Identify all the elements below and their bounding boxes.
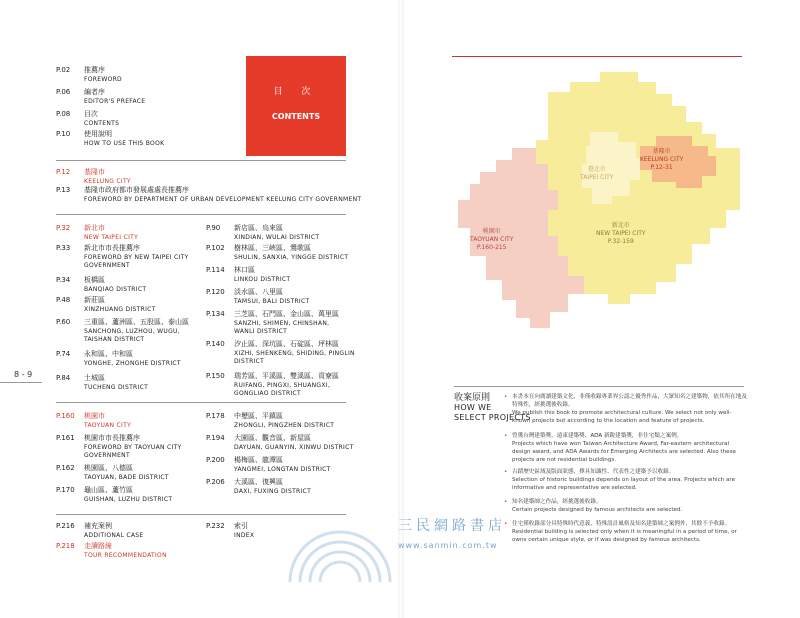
selection-bullet-zh: • 本書本在向廣讀建築文化，非僅收錄專業界公認之優秀作品，大眾知名之建築物，依其所在地及特殊性，經挑選後收錄。 [512,394,747,408]
toc-title-en: TAMSUI, BALI DISTRICT [234,298,310,305]
toc-title-en: NEW TAIPEI CITY [84,234,139,241]
toc-title-en: INDEX [234,532,255,539]
toc-title-en: RUIFANG, PINGXI, SHUANGXI, [234,382,331,389]
toc-page-number: P.170 [56,486,75,494]
toc-title-en-cont: GOVERNMENT [84,262,130,269]
toc-title-en-cont: WANLI DISTRICT [234,328,288,335]
contents-title-zh: 目 次 [273,87,319,97]
toc-title-en: DAXI, FUXING DISTRICT [234,488,312,495]
toc-page-number: P.60 [56,318,71,326]
toc-title-zh: 瑞芳區、平溪區、雙溪區、貢寮區 [234,372,339,380]
toc-title-zh: 使用說明 [84,130,112,138]
toc-title-en: SHULIN, SANXIA, YINGGE DISTRICT [234,254,349,261]
toc-title-en: EDITOR'S PREFACE [84,98,146,105]
toc-title-en: DAYUAN, GUANYIN, XINWU DISTRICT [234,444,354,451]
toc-title-zh: 基隆市政府都市發展處處長推薦序 [84,186,189,194]
selection-bullet-zh: • 古蹟歷史區域及版面狀態，擇具知識性、代表性之建築予以收錄。 [512,469,675,475]
map-label-taoyuan-pages: P.160-215 [476,244,507,251]
toc-title-en: LINKOU DISTRICT [234,276,291,283]
map-label-keelung-pages: P.12-31 [650,164,673,171]
selection-bullet [512,468,748,492]
toc-page-number: P.102 [206,244,225,252]
selection-bullet [512,432,748,464]
toc-title-en: BANQIAO DISTRICT [84,286,147,293]
selection-bullet-zh: • 曾獲台灣建築獎、遠東建築獎、ADA 新銳建築獎，非住宅類之案例。 [512,433,683,439]
toc-title-zh: 桃園市市長推薦序 [84,434,140,442]
toc-title-en: XIZHI, SHENKENG, SHIDING, PINGLIN [234,350,355,357]
toc-page-number: P.162 [56,464,75,472]
toc-title-en: FOREWORD BY NEW TAIPEI CITY [84,254,189,261]
toc-page-number: P.90 [206,224,221,232]
section-rule [56,214,346,215]
top-rule [452,56,742,57]
selection-bullet [512,520,748,544]
selection-bullet [512,393,748,425]
toc-title-en-cont: DISTRICT [234,358,265,365]
toc-title-zh: 走讀路線 [84,542,112,550]
toc-title-en: SANCHONG, LUZHOU, WUGU, [84,328,180,335]
selection-bullet-en: Certain projects designed by famous architects are selected. [512,507,683,513]
selection-bullet [512,498,748,514]
toc-title-zh: 三重區、蘆洲區、五股區、泰山區 [84,318,189,326]
page-number-rule [0,382,42,383]
toc-page-number: P.84 [56,374,71,382]
map-label-taoyuan-en: TAOYUAN CITY [470,236,514,243]
map-label-taipei [580,166,613,182]
toc-title-zh: 新北市市長推薦序 [84,244,140,252]
map-label-taipei-zh: 臺北市 [587,166,606,173]
toc-page-number: P.206 [206,478,225,486]
toc-title-en-cont: GONGLIAO DISTRICT [234,390,302,397]
toc-title-zh: 大園區、觀音區、新屋區 [234,434,311,442]
toc-page-number: P.06 [56,88,71,96]
toc-title-zh: 龜山區、蘆竹區 [84,486,133,494]
map-label-keelung-en: KEELUNG CITY [640,156,684,163]
toc-title-en: GUISHAN, LUZHU DISTRICT [84,496,173,503]
toc-page-number: P.33 [56,244,71,252]
toc-title-zh: 桃園區、八德區 [84,464,133,472]
selection-bullet-zh: • 住宅僅收錄部分具特殊時代意義、特殊設計風格及知名建築師之案例外，其餘不予收錄。 [512,521,731,527]
toc-title-zh: 樹林區、三峽區、鶯歌區 [234,244,311,252]
region-map [440,60,770,380]
toc-title-en: FOREWORD [84,76,122,83]
toc-title-zh: 淡水區、八里區 [234,288,283,296]
contents-title-en: CONTENTS [271,112,321,121]
map-label-taipei-en: TAIPEI CITY [580,174,614,181]
toc-title-zh: 大溪區、復興區 [234,478,283,486]
toc-page-number: P.34 [56,276,71,284]
toc-page-number: P.12 [56,168,71,176]
toc-title-zh: 編者序 [84,88,105,96]
toc-page-number: P.160 [56,412,75,420]
toc-title-en-cont: GOVERNMENT [84,452,130,459]
toc-page-number: P.218 [56,542,75,550]
toc-page-number: P.10 [56,130,71,138]
toc-title-zh: 推薦序 [84,66,105,74]
toc-page-number: P.178 [206,412,225,420]
selection-bullet-zh: • 知名建築師之作品，經挑選後收錄。 [512,499,602,505]
selection-title-zh: 收案原則 [454,393,491,403]
toc-title-en: XINZHUANG DISTRICT [84,306,156,313]
selection-bullet-en: Projects which have won Taiwan Architecture Award, Far-eastern architectural design award, and ADA Awards for Emerging Architects are selected. Also these projects are not residential buildings. [512,441,736,463]
map-label-newtaipei-zh: 新北市 [611,222,630,229]
page-number: 8 - 9 [14,370,33,379]
watermark-url: www.sanmin.com.tw [398,541,498,550]
map-label-keelung-zh: 基隆市 [652,148,671,155]
toc-page-number: P.200 [206,456,225,464]
toc-title-zh: 桃園市 [84,412,105,420]
toc-title-zh: 林口區 [234,266,255,274]
toc-title-zh: 補充案例 [84,522,112,530]
toc-page-number: P.161 [56,434,75,442]
selection-title-en1: HOW WE [454,403,492,412]
toc-title-en: SANZHI, SHIMEN, CHINSHAN, [234,320,330,327]
toc-title-zh: 土城區 [84,374,105,382]
toc-page-number: P.150 [206,372,225,380]
toc-title-en: ADDITIONAL CASE [84,532,144,539]
toc-page-number: P.74 [56,350,71,358]
contents-box [246,56,346,156]
toc-page-number: P.32 [56,224,71,232]
section-rule [56,160,346,161]
selection-title-en2: SELECT PROJECTS [454,413,531,422]
toc-page-number: P.48 [56,296,71,304]
toc-title-zh: 新北市 [84,224,105,232]
toc-title-zh: 三芝區、石門區、金山區、萬里區 [234,310,339,318]
toc-title-en: TAOYUAN CITY [84,422,132,429]
toc-title-zh: 汐止區、深坑區、石碇區、坪林區 [234,340,339,348]
toc-title-en: ZHONGLI, PINGZHEN DISTRICT [234,422,335,429]
toc-title-en: TUCHENG DISTRICT [84,384,149,391]
map-label-newtaipei-pages: P.32-159 [607,238,634,245]
toc-title-en: KEELUNG CITY [84,178,131,185]
toc-title-zh: 新店區、烏來區 [234,224,283,232]
toc-title-zh: 索引 [234,522,248,530]
toc-page-number: P.194 [206,434,225,442]
map-label-newtaipei [596,222,646,246]
section-rule [56,514,346,515]
toc-title-en: CONTENTS [84,120,120,127]
map-label-taoyuan-zh: 桃園市 [482,228,501,235]
toc-title-en: FOREWORD BY DEPARTMENT OF URBAN DEVELOPMENT KEELUNG CITY GOVERNMENT [84,196,362,203]
toc-title-zh: 基隆市 [84,168,105,176]
toc-title-en: FOREWORD BY TAOYUAN CITY [84,444,182,451]
toc-page-number: P.232 [206,522,225,530]
map-label-newtaipei-en: NEW TAIPEI CITY [596,230,646,237]
map-label-taoyuan [470,228,513,252]
toc-page-number: P.114 [206,266,225,274]
toc-title-zh: 楊梅區、龍潭區 [234,456,283,464]
toc-page-number: P.216 [56,522,75,530]
toc-title-zh: 中壢區、平鎮區 [234,412,283,420]
toc-title-en: HOW TO USE THIS BOOK [84,140,165,147]
toc-page-number: P.02 [56,66,71,74]
toc-title-zh: 永和區、中和區 [84,350,133,358]
toc-title-en: YANGMEI, LONGTAN DISTRICT [234,466,331,473]
toc-page-number: P.120 [206,288,225,296]
toc-title-en: YONGHE, ZHONGHE DISTRICT [84,360,181,367]
watermark-text: 三民網路書店 [398,518,506,534]
toc-title-en-cont: TAISHAN DISTRICT [84,336,145,343]
selection-bullet-en: We publish this book to promote architectural culture. We select not only well-known projects but according to the location and feature of projects. [512,410,732,424]
toc-title-zh: 板橋區 [84,276,105,284]
toc-title-en: TAOYUAN, BADE DISTRICT [84,474,169,481]
selection-rule [454,386,744,387]
toc-page-number: P.134 [206,310,225,318]
toc-page-number: P.13 [56,186,71,194]
toc-title-en: XINDIAN, WULAI DISTRICT [234,234,320,241]
selection-bullet-en: Residential building is selected only when it is meaningful in a period of time, or owns certain unique style, or if was designed by famous architects. [512,529,737,543]
selection-bullet-en: Selection of historic buildings depends on layout of the area. Projects which are informative and representative are selected. [512,477,736,491]
section-rule [56,402,346,403]
map-label-keelung [640,148,683,172]
toc-page-number: P.08 [56,110,71,118]
toc-title-zh: 新莊區 [84,296,105,304]
toc-page-number: P.140 [206,340,225,348]
toc-title-en: TOUR RECOMMENDATION [84,552,167,559]
toc-title-zh: 目次 [84,110,98,118]
